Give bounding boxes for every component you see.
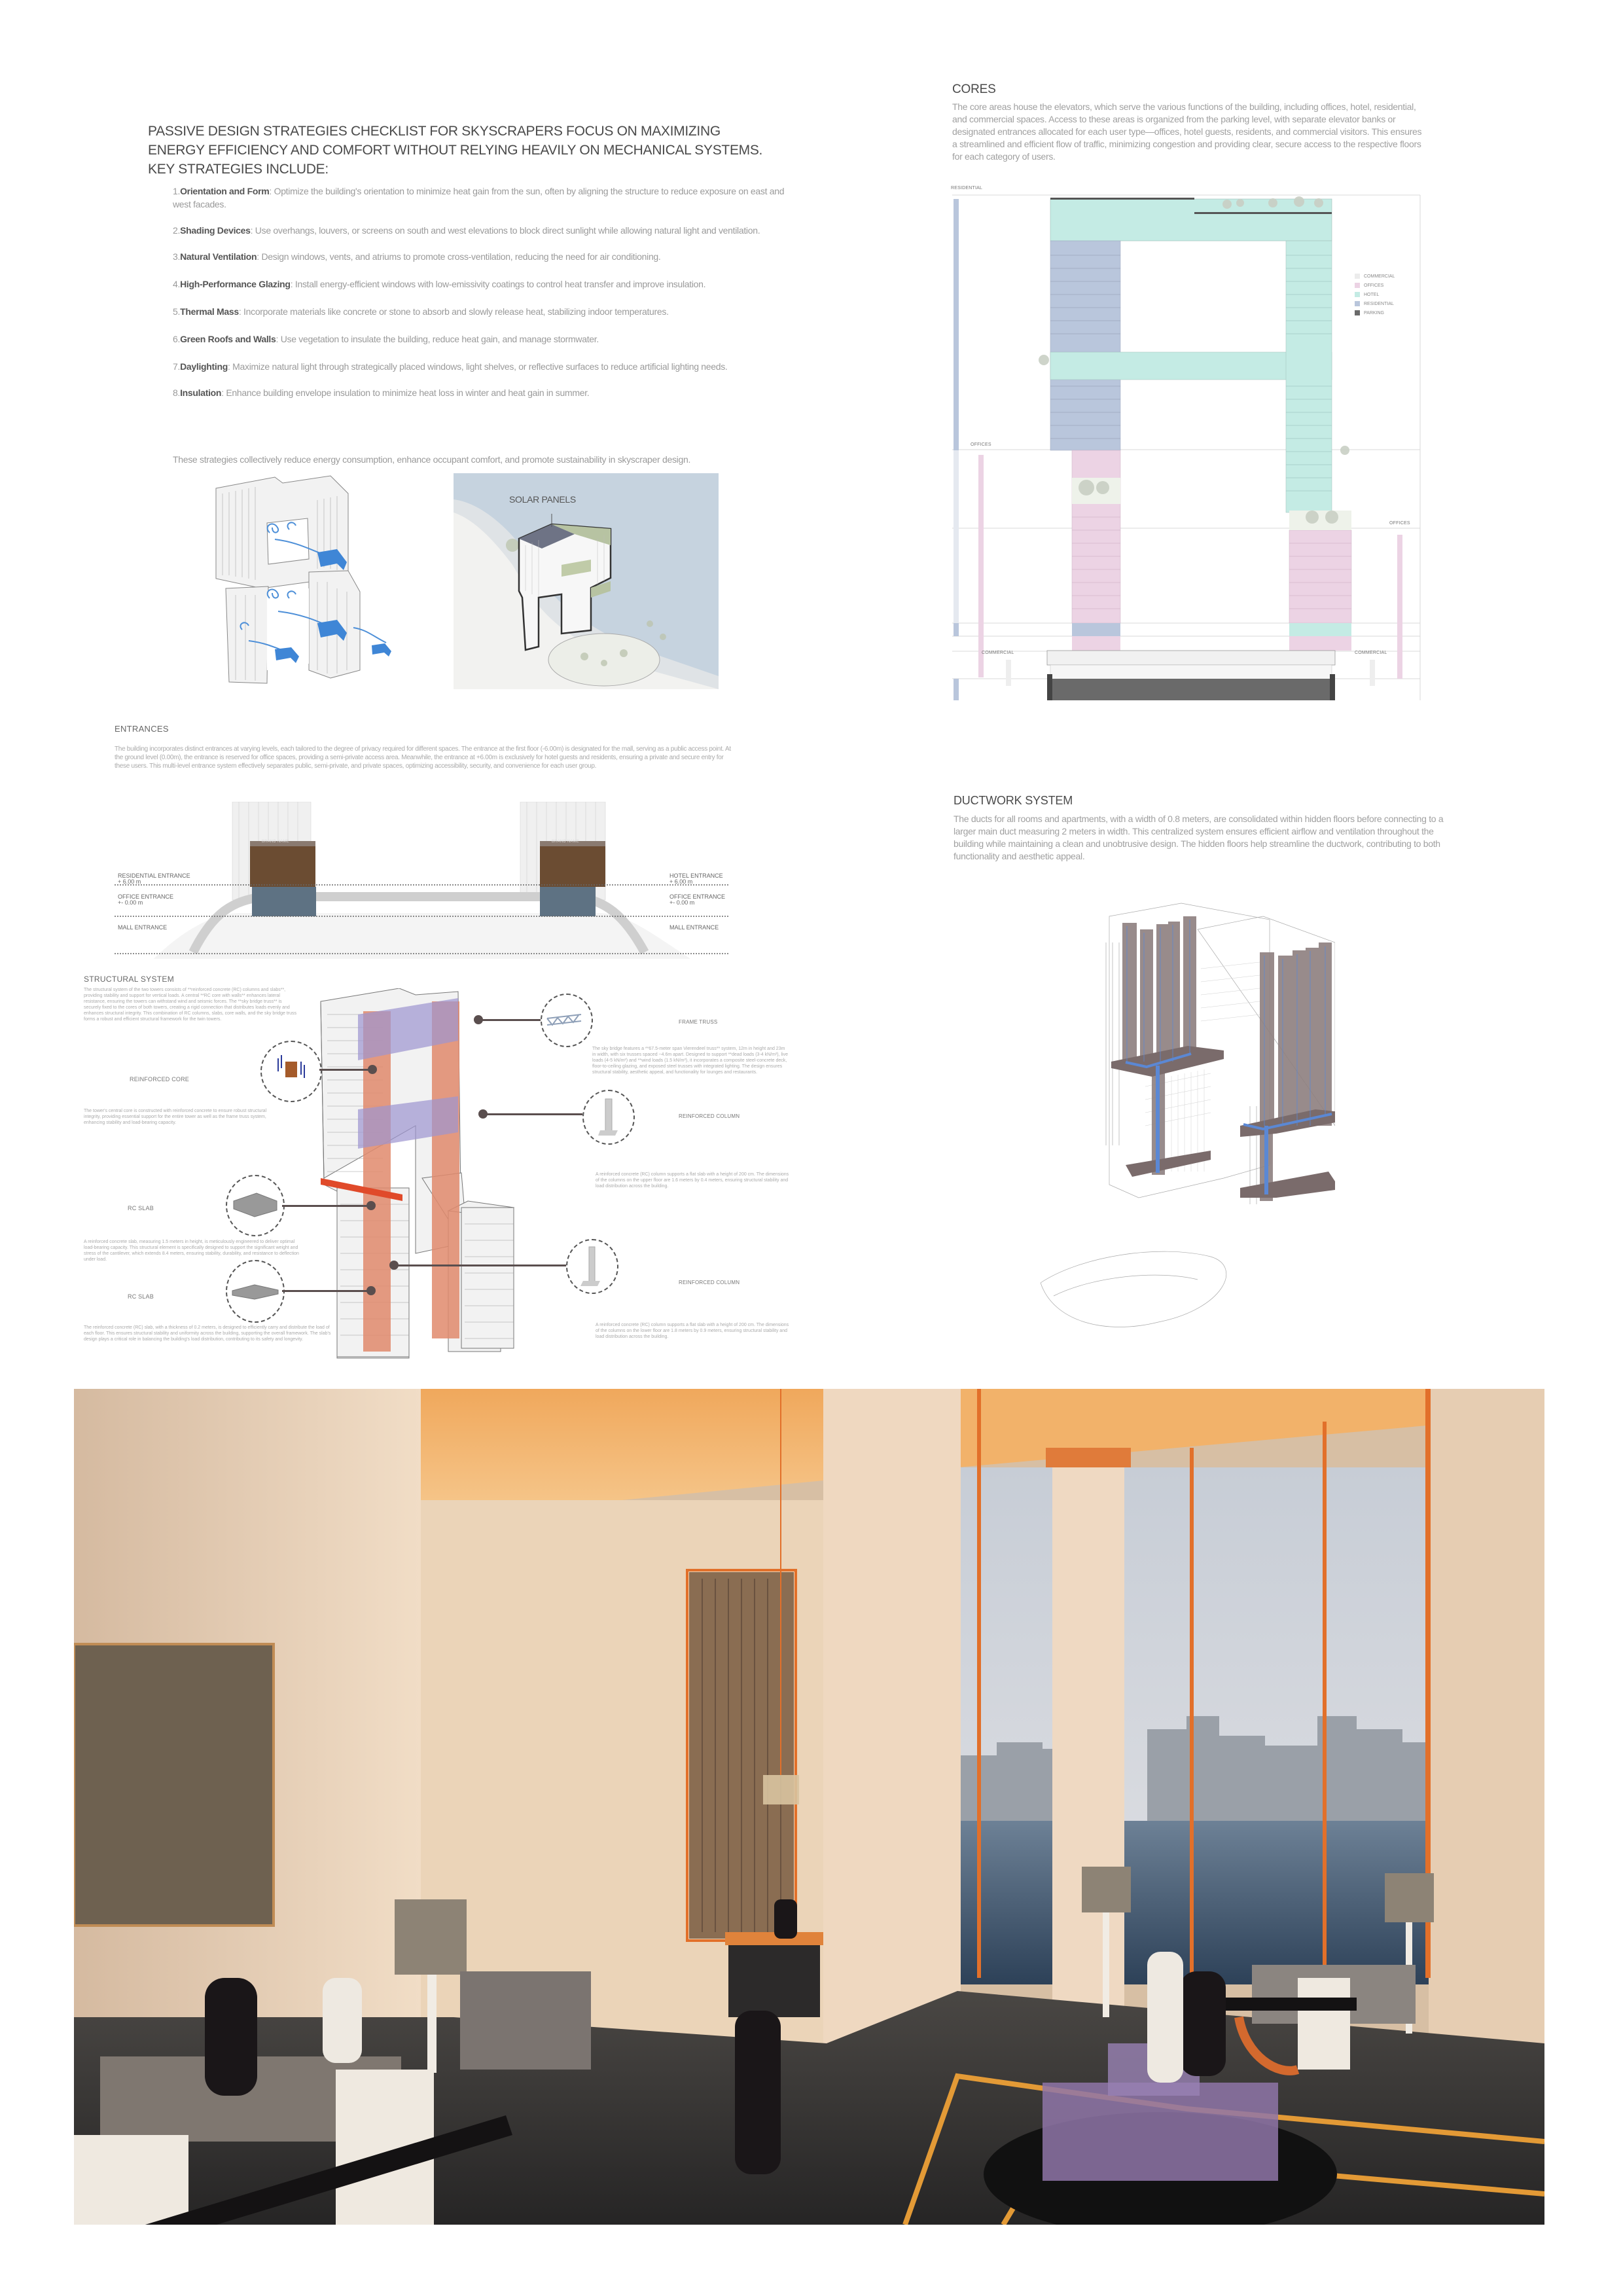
strategy-item: 1.Orientation and Form: Optimize the building's orientation to minimize heat gain from the sun, often by aligning the structure to reduce exposure on east and west facades. bbox=[173, 186, 785, 209]
reinforced-column-anchor-upper bbox=[478, 1109, 488, 1119]
section-label-offices-right: OFFICES bbox=[1389, 521, 1410, 526]
frame-truss-text: The sky bridge features a **67.5-meter span Vierendeel truss** system, 12m in height and 23m in width, with six trusses spaced ~4.6m apart. Designed to support **dead loads (3-4 kN/m²), live loads (4-5 kN/m²) and **wind loads (1.5 kN/m²), it incorporates a composite steel-concrete deck, floor-to-ceiling glazing, and exposed steel trusses with integrated lighting. The design ensures structural stability, aesthetic appeal, and functionality for lounges and restaurants. bbox=[592, 1047, 789, 1075]
cores-title: CORES bbox=[952, 82, 996, 96]
rc-slab-leader-1 bbox=[282, 1205, 370, 1207]
legend-item: HOTEL bbox=[1355, 292, 1395, 297]
reinforced-column-text-lower: A reinforced concrete (RC) column supports a flat slab with a height of 200 cm. The dimensions of the columns on the lower floor are 1.8 meters by 0.9 meters, ensuring structural stability and load distribution across the building. bbox=[596, 1323, 789, 1339]
structural-intro: The structural system of the two towers consists of **reinforced concrete (RC) columns and slabs**, providing stability and support for vertical loads. A central **RC core with walls** enhances lateral resistance, ensuring the towers can withstand wind and seismic forces. The **sky bridge truss** is securely fixed to the cores of both towers, creating a rigid connection that distributes loads evenly and enhances structural integrity. This combination of RC columns, slabs, core walls, and the sky bridge truss forms a robust and efficient structural framework for the twin towers. bbox=[84, 988, 296, 1022]
reinforced-core-detail bbox=[260, 1041, 322, 1102]
ductwork-diagram bbox=[1027, 890, 1335, 1348]
strategy-item: 2.Shading Devices: Use overhangs, louvers, or screens on south and west elevations to block direct sunlight while allowing natural light and ventilation. bbox=[173, 225, 760, 236]
strategy-item: 3.Natural Ventilation: Design windows, vents, and atriums to promote cross-ventilation, reducing the need for air conditioning. bbox=[173, 251, 661, 262]
legend-item: OFFICES bbox=[1355, 283, 1395, 288]
reinforced-column-leader-upper bbox=[482, 1113, 582, 1115]
rc-slab-detail-1 bbox=[226, 1175, 285, 1236]
reinforced-core-title: REINFORCED CORE bbox=[130, 1076, 190, 1083]
entrance-label-residential: RESIDENTIAL ENTRANCE + 6.00 m bbox=[118, 872, 190, 885]
reinforced-column-anchor-lower bbox=[389, 1261, 399, 1270]
cores-section-drawing bbox=[946, 186, 1423, 700]
entrance-label-mall-left: MALL ENTRANCE bbox=[118, 924, 168, 931]
frame-truss-detail bbox=[541, 994, 593, 1047]
rc-slab-title-1: RC SLAB bbox=[128, 1205, 154, 1211]
ductwork-title: DUCTWORK SYSTEM bbox=[954, 794, 1073, 807]
legend-item: COMMERCIAL bbox=[1355, 274, 1395, 279]
rc-slab-text-1: A reinforced concrete slab, measuring 1.5 meters in height, is meticulously engineered to deliver optimal load-bearing capacity. This structural element is specifically designed to support the significant weight and stress of the cantilever, which extends 8.4 meters, ensuring stability, durability, and resistance to deflection under load. bbox=[84, 1240, 299, 1262]
frame-truss-title: FRAME TRUSS bbox=[679, 1019, 718, 1025]
reinforced-core-leader bbox=[319, 1069, 372, 1071]
reinforced-column-detail-upper bbox=[582, 1090, 635, 1145]
reinforced-column-detail-lower bbox=[566, 1239, 618, 1294]
reinforced-core-anchor bbox=[368, 1065, 377, 1074]
cores-body: The core areas house the elevators, which serve the various functions of the building, including offices, hotel, residential, and commercial spaces. Access to these areas is organized from the parking level, with separate elevator banks or designated entrances allocated for each user type—offices, hotel guests, residents, and commercial visitors. This ensures a streamlined and efficient flow of traffic, minimizing congestion and providing clear, secure access to the respective floors for each category of users. bbox=[952, 101, 1422, 162]
entrances-title: ENTRANCES bbox=[115, 724, 169, 734]
frame-truss-leader bbox=[478, 1019, 541, 1021]
strategy-item: 5.Thermal Mass: Incorporate materials like concrete or stone to absorb and slowly release heat, stabilizing indoor temperatures. bbox=[173, 306, 669, 317]
entrance-label-mall-right: MALL ENTRANCE bbox=[669, 924, 719, 931]
reinforced-column-text-upper: A reinforced concrete (RC) column supports a flat slab with a height of 200 cm. The dimensions of the columns on the upper floor are 1.6 meters by 0.4 meters, ensuring structural stability and load distribution across the building. bbox=[596, 1172, 789, 1189]
reinforced-column-title-upper: REINFORCED COLUMN bbox=[679, 1113, 740, 1119]
solar-site-diagram bbox=[454, 473, 719, 689]
rc-slab-anchor-2 bbox=[366, 1286, 376, 1295]
entrance-label-office-left: OFFICE ENTRANCE +- 0.00 m bbox=[118, 893, 174, 906]
legend-item: PARKING bbox=[1355, 310, 1395, 315]
rc-slab-anchor-1 bbox=[366, 1201, 376, 1210]
ventilation-diagram bbox=[196, 474, 393, 690]
rc-slab-title-2: RC SLAB bbox=[128, 1293, 154, 1300]
brand-sign-right: BRAND NAME bbox=[552, 840, 580, 844]
strategy-summary: These strategies collectively reduce energy consumption, enhance occupant comfort, and promote sustainability in skyscraper design. bbox=[173, 454, 691, 465]
entrance-label-office-right: OFFICE ENTRANCE +- 0.00 m bbox=[669, 893, 726, 906]
strategy-list bbox=[173, 185, 801, 412]
structural-tower-diagram bbox=[317, 988, 546, 1361]
frame-truss-anchor bbox=[474, 1015, 483, 1024]
reinforced-core-text: The tower's central core is constructed with reinforced concrete to ensure robust structural integrity, providing essential support for the entire tower as well as the frame truss system, enhancing stability and load-bearing capacity. bbox=[84, 1109, 267, 1125]
rc-slab-detail-2 bbox=[226, 1260, 285, 1323]
reinforced-column-leader-lower bbox=[393, 1265, 566, 1266]
function-legend bbox=[1355, 274, 1395, 319]
rc-slab-text-2: The reinforced concrete (RC) slab, with a thickness of 0.2 meters, is designed to efficiently carry and distribute the load of each floor. This ensures structural stability and uniformity across the building, supporting the overall framework. The slab's design plays a critical role in balancing the building's load distribution, contributing to its safety and longevity. bbox=[84, 1325, 331, 1342]
entrances-section-drawing bbox=[115, 802, 730, 959]
entrances-body: The building incorporates distinct entrances at varying levels, each tailored to the degree of privacy required for different spaces. The entrance at the first floor (-6.00m) is designated for the mall, serving as a public access point. At the ground level (0.00m), the entrance is reserved for office spaces, providing a semi-private access area. Meanwhile, the entrance at +6.00m is exclusively for hotel guests and residents, ensuring a private and secure entry for these users. This multi-level entrance system effectively separates public, semi-private, and private spaces, optimizing accessibility, security, and convenience for each user group. bbox=[115, 745, 731, 770]
section-label-residential: RESIDENTIAL bbox=[951, 186, 983, 190]
solar-panels-label: SOLAR PANELS bbox=[509, 494, 576, 505]
strategy-item: 4.High-Performance Glazing: Install energy-efficient windows with low-emissivity coatings to control heat transfer and improve insulation. bbox=[173, 279, 706, 289]
reinforced-column-title-lower: REINFORCED COLUMN bbox=[679, 1280, 740, 1285]
structural-title: STRUCTURAL SYSTEM bbox=[84, 975, 175, 984]
brand-sign-left: BRAND NAME bbox=[262, 840, 290, 844]
section-label-commercial-left: COMMERCIAL bbox=[982, 651, 1014, 655]
ductwork-body: The ducts for all rooms and apartments, with a width of 0.8 meters, are consolidated within hidden floors before connecting to a larger main duct measuring 2 meters in width. This centralized system ensures efficient airflow and ventilation throughout the building while maintaining a clean and unobtrusive design. The hidden floors help streamline the ductwork, contributing to both functionality and aesthetic appeal. bbox=[954, 814, 1444, 861]
section-label-commercial-right: COMMERCIAL bbox=[1355, 651, 1387, 655]
section-label-offices-left: OFFICES bbox=[971, 442, 991, 447]
entrance-label-hotel: HOTEL ENTRANCE + 6.00 m bbox=[669, 872, 723, 885]
legend-item: RESIDENTIAL bbox=[1355, 301, 1395, 306]
strategy-item: 8.Insulation: Enhance building envelope insulation to minimize heat loss in winter and heat gain in summer. bbox=[173, 387, 590, 398]
strategy-item: 6.Green Roofs and Walls: Use vegetation to insulate the building, reduce heat gain, and manage stormwater. bbox=[173, 334, 599, 344]
lobby-render bbox=[74, 1389, 1544, 2225]
strategy-item: 7.Daylighting: Maximize natural light through strategically placed windows, light shelves, or reflective surfaces to reduce artificial lighting needs. bbox=[173, 361, 728, 372]
rc-slab-leader-2 bbox=[282, 1290, 370, 1292]
passive-heading: PASSIVE DESIGN STRATEGIES CHECKLIST FOR SKYSCRAPERS FOCUS ON MAXIMIZING ENERGY EFFICIENCY AND COMFORT WITHOUT RELYING HEAVILY ON MECHANICAL SYSTEMS. KEY STRATEGIES INCLUDE: bbox=[148, 124, 763, 177]
